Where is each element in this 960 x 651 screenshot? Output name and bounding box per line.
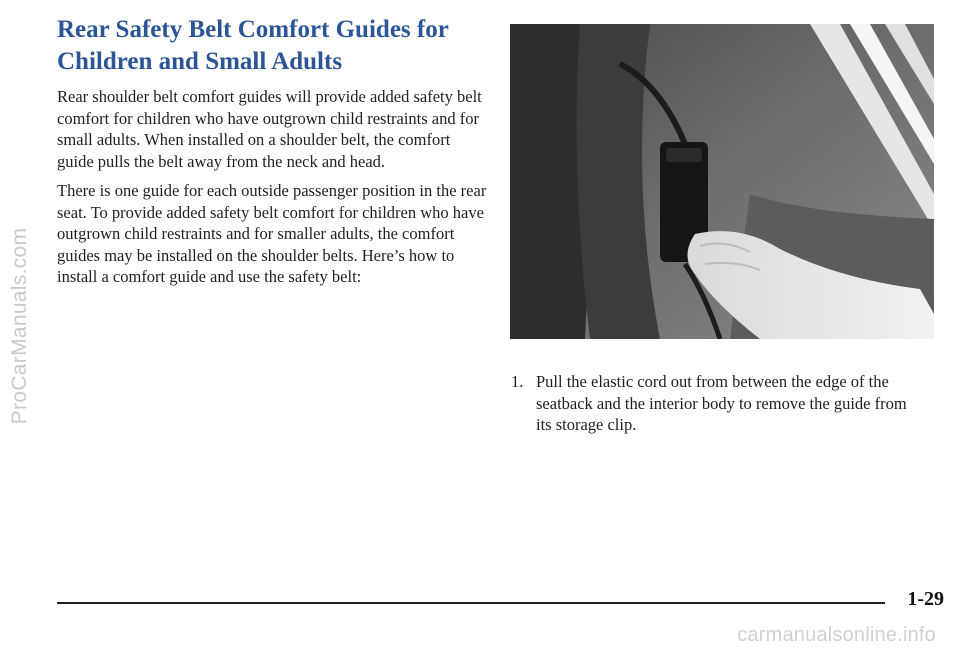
paragraph-intro: Rear shoulder belt comfort guides will provide added safety belt comfort for children who have outgrown child restraints and for small adults. When installed on a shoulder belt, the comfort guide pulls the belt away from the neck and head. bbox=[57, 87, 482, 171]
side-watermark-text: ProCarManuals.com bbox=[8, 227, 31, 424]
step-number: 1. bbox=[511, 372, 524, 391]
comfort-guide-illustration bbox=[510, 24, 934, 339]
left-column bbox=[57, 14, 487, 288]
bottom-watermark: carmanualsonline.info bbox=[737, 624, 936, 646]
step-item bbox=[511, 371, 921, 436]
step-text: Pull the elastic cord out from between the edge of the seatback and the interior body to remove the guide from its storage clip. bbox=[536, 372, 907, 434]
comfort-guide-photo bbox=[510, 24, 934, 339]
paragraph-instructions: There is one guide for each outside passenger position in the rear seat. To provide added safety belt comfort for children who have outgrown child restraints and for smaller adults, the comfort guides may be installed on the shoulder belts. Here’s how to install a comfort guide and use the safety belt: bbox=[57, 181, 487, 286]
side-watermark bbox=[0, 0, 40, 651]
footer-rule bbox=[57, 602, 885, 604]
page-number: 1-29 bbox=[907, 588, 944, 610]
section-heading: Rear Safety Belt Comfort Guides for Children and Small Adults bbox=[57, 16, 449, 75]
